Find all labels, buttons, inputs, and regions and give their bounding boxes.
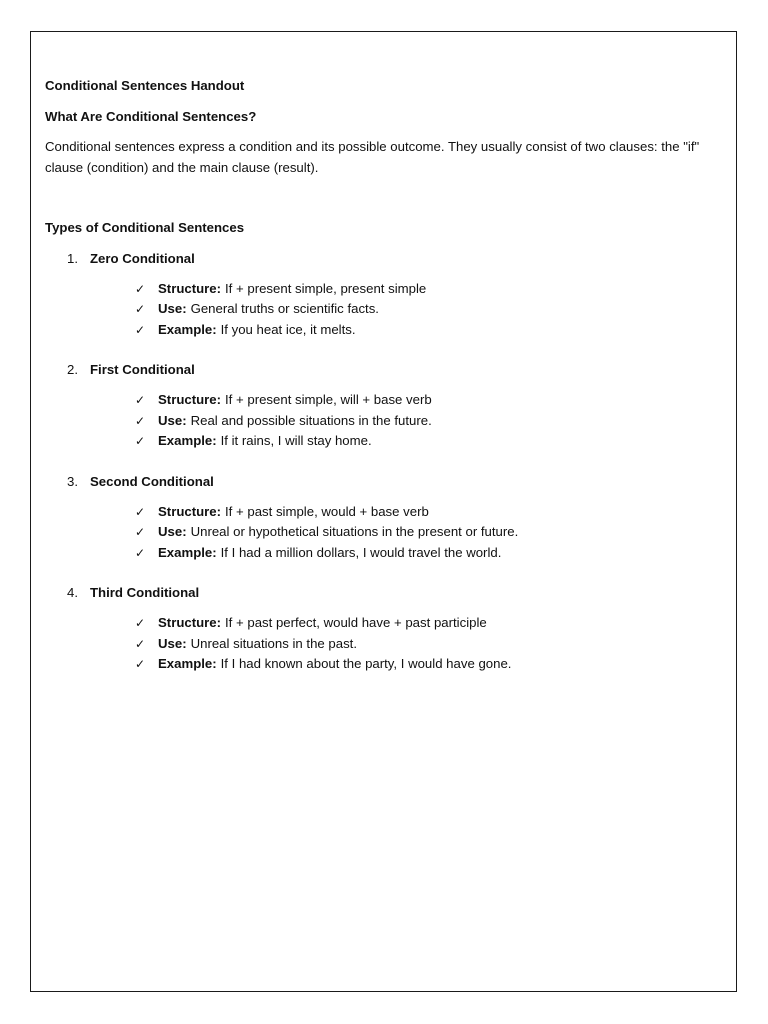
check-icon: ✓ [135, 545, 146, 560]
detail-item [135, 613, 726, 634]
detail-text: Unreal situations in the past. [190, 635, 357, 651]
type-item [45, 360, 726, 452]
detail-item [135, 522, 726, 543]
type-name: Third Conditional [90, 585, 200, 600]
check-icon: ✓ [135, 434, 146, 448]
check-icon: ✓ [135, 393, 146, 407]
detail-label: Use: [158, 524, 187, 539]
document-content [45, 76, 726, 695]
detail-item [135, 502, 726, 523]
document-title: Conditional Sentences Handout [45, 78, 245, 93]
detail-item [135, 411, 726, 432]
detail-list [45, 390, 726, 452]
check-icon: ✓ [135, 525, 146, 539]
check-icon: ✓ [135, 636, 146, 651]
type-header [67, 583, 726, 603]
detail-text: If I had a million dollars, I would travel the world. [220, 544, 502, 560]
detail-text: If + present simple, will + base verb [225, 392, 432, 407]
check-icon: ✓ [135, 413, 146, 428]
detail-label: Example: [158, 544, 217, 560]
detail-label: Example: [158, 656, 217, 671]
document-page [30, 31, 737, 992]
type-number: 3. [67, 473, 78, 489]
detail-list [45, 502, 726, 564]
type-name: Second Conditional [90, 473, 214, 489]
type-header [67, 472, 726, 492]
detail-text: General truths or scientific facts. [190, 301, 379, 316]
type-item [45, 249, 726, 341]
detail-text: If you heat ice, it melts. [220, 321, 356, 337]
detail-text: If + present simple, present simple [225, 280, 427, 296]
detail-text: If + past perfect, would have + past participle [225, 615, 487, 630]
detail-item [135, 279, 726, 300]
intro-paragraph: Conditional sentences express a condition and its possible outcome. They usually consist of two clauses: the "if" clause (condition) and the main clause (result). [45, 139, 700, 175]
detail-label: Structure: [158, 503, 222, 519]
types-list [45, 249, 726, 675]
type-header [67, 249, 726, 269]
type-number: 1. [67, 250, 78, 266]
check-icon: ✓ [135, 281, 146, 296]
type-header [67, 360, 726, 380]
detail-list [45, 613, 726, 675]
detail-label: Structure: [158, 392, 222, 407]
detail-label: Structure: [158, 280, 222, 296]
detail-item [135, 320, 726, 341]
detail-label: Structure: [158, 615, 222, 630]
detail-list [45, 279, 726, 341]
type-item [45, 472, 726, 564]
detail-label: Use: [158, 412, 187, 428]
type-name: First Conditional [90, 362, 195, 377]
type-item [45, 583, 726, 675]
detail-text: If I had known about the party, I would have gone. [220, 656, 512, 671]
check-icon: ✓ [135, 657, 146, 671]
type-number: 4. [67, 585, 78, 600]
detail-item [135, 634, 726, 655]
detail-item [135, 654, 726, 675]
types-heading: Types of Conditional Sentences [45, 220, 245, 235]
detail-text: Real and possible situations in the future. [190, 412, 432, 428]
detail-text: If it rains, I will stay home. [220, 433, 372, 448]
detail-item [135, 390, 726, 411]
check-icon: ✓ [135, 302, 146, 316]
detail-item [135, 431, 726, 452]
detail-item [135, 299, 726, 320]
detail-text: Unreal or hypothetical situations in the present or future. [190, 524, 519, 539]
check-icon: ✓ [135, 322, 146, 337]
check-icon: ✓ [135, 504, 146, 519]
detail-item [135, 543, 726, 564]
section-subtitle: What Are Conditional Sentences? [45, 108, 257, 124]
detail-label: Example: [158, 433, 217, 448]
detail-label: Use: [158, 301, 187, 316]
detail-label: Use: [158, 635, 187, 651]
detail-text: If + past simple, would + base verb [225, 503, 429, 519]
check-icon: ✓ [135, 616, 146, 630]
type-number: 2. [67, 362, 78, 377]
type-name: Zero Conditional [90, 250, 195, 266]
detail-label: Example: [158, 321, 217, 337]
